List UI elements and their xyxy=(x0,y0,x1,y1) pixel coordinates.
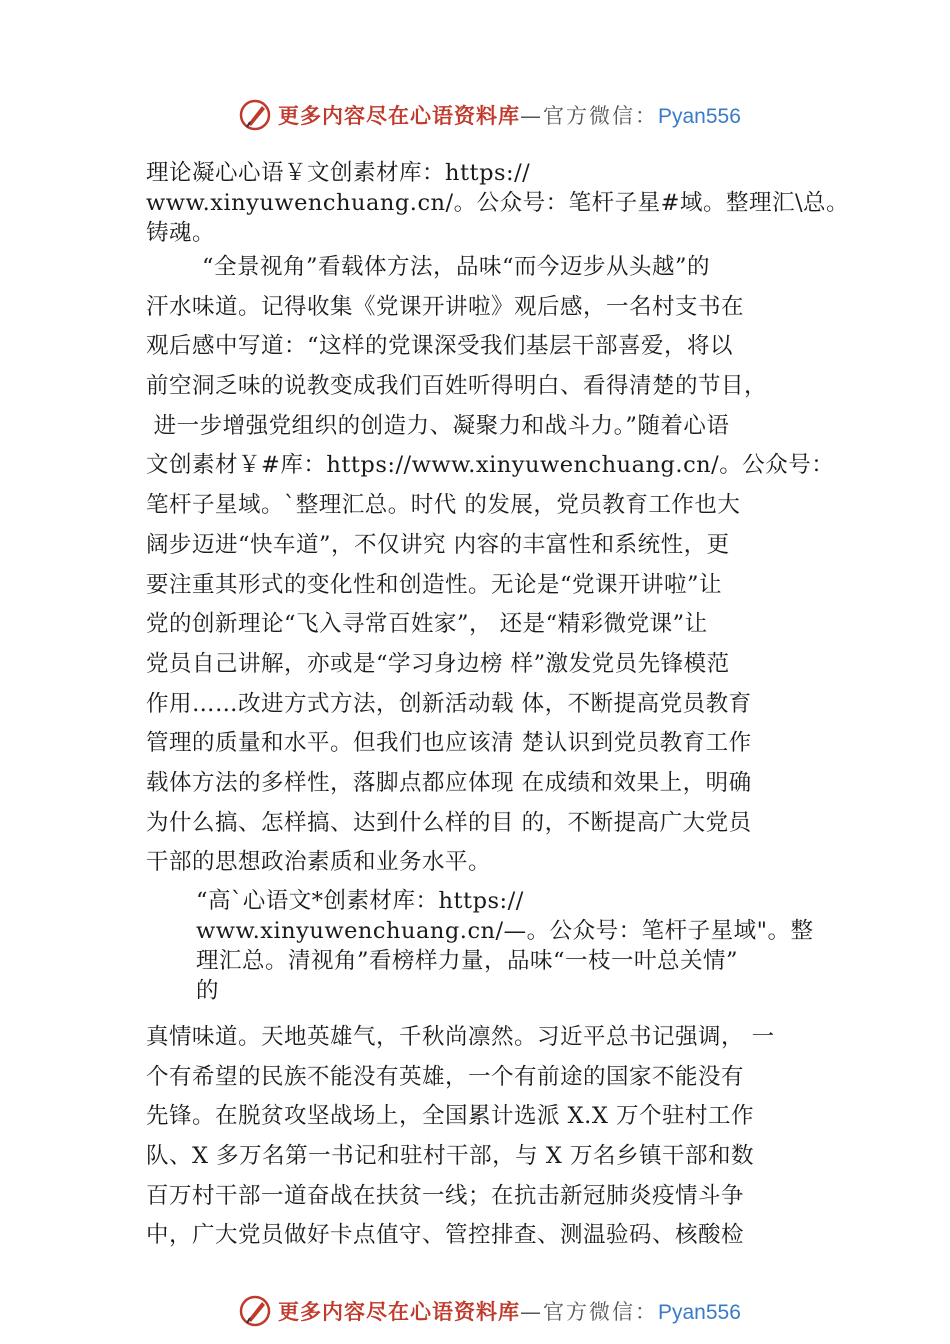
text-line: 的 xyxy=(196,978,220,1004)
text-line: 干部的思想政治素质和业务水平。 xyxy=(146,849,492,876)
text-line: 百万村干部一道奋战在扶贫一线；在抗击新冠肺炎疫情斗争 xyxy=(146,1182,745,1209)
header-banner xyxy=(0,94,950,134)
paragraph-1 xyxy=(146,158,849,248)
quill-pen-circle-icon xyxy=(238,98,272,132)
text-line: 文创素材￥#库：https://www.xinyuwenchuang.cn/。公众号： xyxy=(146,452,835,479)
banner-wechat-label: —官方微信： xyxy=(520,104,658,128)
text-line: www.xinyuwenchuang.cn/。公众号：笔杆子星#域。整理汇\总。 xyxy=(146,190,850,216)
banner-wechat-id: Pyan556 xyxy=(658,105,741,128)
text-line: 先锋。在脱贫攻坚战场上，全国累计选派 X.X 万个驻村工作 xyxy=(146,1103,754,1130)
text-line: www.xinyuwenchuang.cn/—。公众号：笔杆子星域"。整 xyxy=(196,918,814,944)
text-line: 前空洞乏味的说教变成我们百姓听得明白、看得清楚的节目， xyxy=(146,373,768,400)
text-line: 载体方法的多样性，落脚点都应体现 在成绩和效果上，明确 xyxy=(146,769,752,796)
banner-brand-text: 更多内容尽在心语资料库 xyxy=(278,1299,520,1324)
text-line: 阔步迈进“快车道”，不仅讲究 内容的丰富性和系统性，更 xyxy=(146,531,730,558)
text-line: 笔杆子星域。`整理汇总。时代 的发展，党员教育工作也大 xyxy=(146,492,741,519)
text-line: 进一步增强党组织的创造力、凝聚力和战斗力。”随着心语 xyxy=(146,412,730,439)
text-line: 作用……改进方式方法，创新活动载 体，不断提高党员教育 xyxy=(146,690,752,717)
text-line: 党的创新理论“飞入寻常百姓家”， 还是“精彩微党课”让 xyxy=(146,611,708,638)
text-line: 队、X 多万名第一书记和驻村干部，与 X 万名乡镇干部和数 xyxy=(146,1143,754,1170)
banner-text xyxy=(278,100,741,130)
paragraph-2 xyxy=(146,248,834,883)
text-line: 为什么搞、怎样搞、达到什么样的目 的，不断提高广大党员 xyxy=(146,809,752,836)
text-line: 铸魂。 xyxy=(146,220,216,246)
paragraph-4 xyxy=(146,1018,775,1256)
text-line: 观后感中写道：“这样的党课深受我们基层干部喜爱，将以 xyxy=(146,333,734,360)
text-line: 管理的质量和水平。但我们也应该清 楚认识到党员教育工作 xyxy=(146,730,752,757)
text-line: 真情味道。天地英雄气，千秋尚凛然。习近平总书记强调， 一 xyxy=(146,1024,775,1050)
text-line: 理汇总。清视角”看榜样力量，品味“一枝一叶总关情” xyxy=(196,948,739,974)
text-line: 要注重其形式的变化性和创造性。无论是“党课开讲啦”让 xyxy=(146,571,723,598)
text-line: “高`心语文*创素材库：https:// xyxy=(196,888,524,914)
text-line: 党员自己讲解，亦或是“学习身边榜 样”激发党员先锋模范 xyxy=(146,650,730,677)
paragraph-3 xyxy=(196,886,813,1006)
banner-brand-text: 更多内容尽在心语资料库 xyxy=(278,103,520,128)
text-line: 汗水味道。记得收集《党课开讲啦》观后感，一名村支书在 xyxy=(146,293,745,320)
text-line: 中，广大党员做好卡点值守、管控排查、测温验码、核酸检 xyxy=(146,1222,745,1249)
text-line: 个有希望的民族不能没有英雄，一个有前途的国家不能没有 xyxy=(146,1063,745,1090)
banner-wechat-id: Pyan556 xyxy=(658,1301,741,1324)
footer-banner xyxy=(0,1290,950,1330)
banner-text xyxy=(278,1296,741,1326)
text-line: “全景视角”看载体方法，品味“而今迈步从头越”的 xyxy=(202,254,711,280)
banner-wechat-label: —官方微信： xyxy=(520,1300,658,1324)
text-line: 理论凝心心语￥文创素材库：https:// xyxy=(146,160,531,186)
quill-pen-circle-icon xyxy=(238,1294,272,1328)
